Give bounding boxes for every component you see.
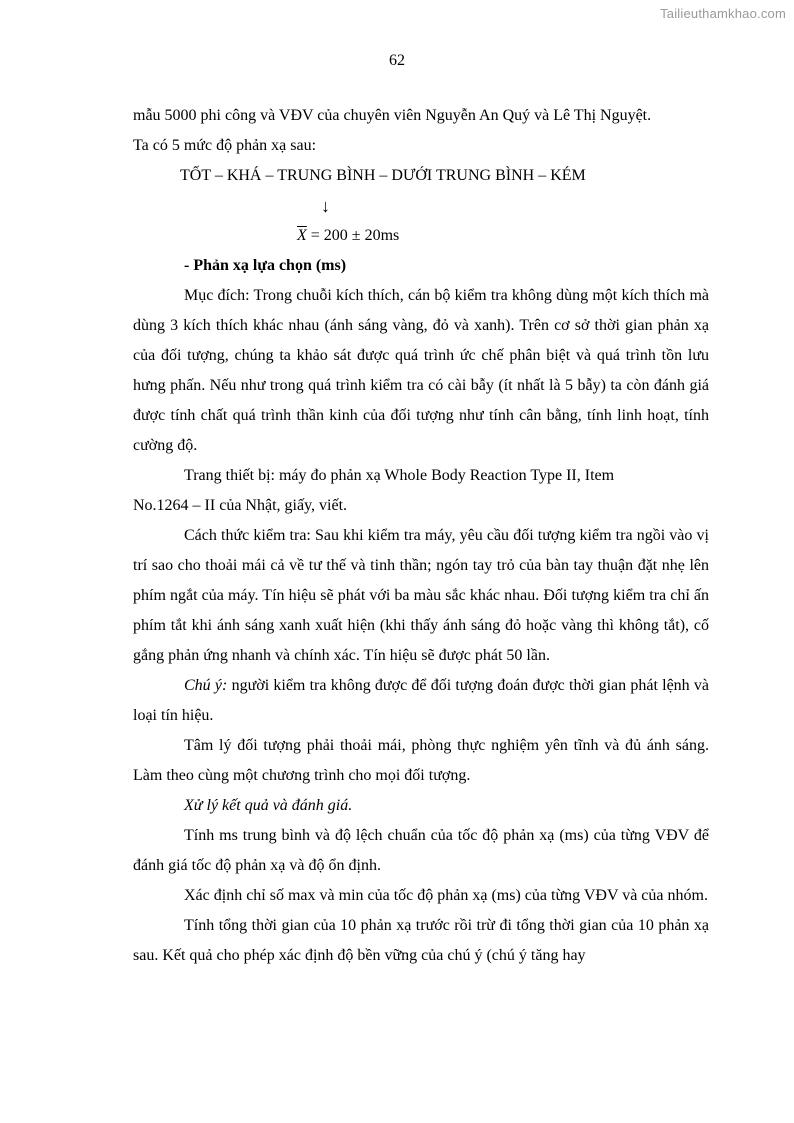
- mean-value: = 200 ± 20ms: [306, 227, 400, 244]
- paragraph-equipment-cont: No.1264 – II của Nhật, giấy, viết.: [133, 497, 348, 514]
- note-text: người kiểm tra không được để đối tượng đoán được thời gian phát lệnh và loại tín hiệu.: [133, 677, 710, 724]
- paragraph-purpose: Mục đích: Trong chuỗi kích thích, cán bộ kiểm tra không dùng một kích thích mà dùng 3 kích thích khác nhau (ánh sáng vàng, đỏ và xanh). Trên cơ sở thời gian phản xạ của đối tượng, chúng ta khảo sát được quá trình ức chế phân biệt và quá trình tồn lưu hưng phấn. Nếu như trong quá trình kiểm tra có cài bẫy (ít nhất là 5 bẫy) ta còn đánh giá được tính chất quá trình thần kinh của đối tượng như tính cân bằng, tính linh hoạt, tính cường độ.: [133, 287, 709, 454]
- paragraph-calc-maxmin: Xác định chỉ số max và min của tốc độ phản xạ (ms) của từng VĐV và của nhóm.: [184, 887, 708, 904]
- paragraph-calc-mean: Tính ms trung bình và độ lệch chuẩn của tốc độ phản xạ (ms) của từng VĐV để đánh giá tốc độ phản xạ và độ ổn định.: [133, 827, 709, 874]
- paragraph-note: [133, 671, 709, 731]
- mean-symbol: $\overline{X}$: [297, 227, 307, 244]
- subheading-processing: Xử lý kết quả và đánh giá.: [184, 797, 353, 814]
- reflex-levels: TỐT – KHÁ – TRUNG BÌNH – DƯỚI TRUNG BÌNH – KÉM: [180, 167, 586, 184]
- paragraph-calc-stability: Tính tổng thời gian của 10 phản xạ trước rồi trừ đi tổng thời gian của 10 phản xạ sau. Kết quả cho phép xác định độ bền vững của chú ý (chú ý tăng hay: [133, 917, 709, 964]
- down-arrow-icon: ↓: [321, 196, 330, 216]
- section-heading: - Phản xạ lựa chọn (ms): [184, 257, 347, 274]
- mean-formula: [133, 221, 709, 251]
- document-body: [133, 101, 709, 971]
- page-number: 62: [389, 52, 405, 69]
- paragraph-sample: mẫu 5000 phi công và VĐV của chuyên viên Nguyễn An Quý và Lê Thị Nguyệt.: [133, 107, 652, 124]
- paragraph-method: Cách thức kiểm tra: Sau khi kiểm tra máy, yêu cầu đối tượng kiểm tra ngồi vào vị trí sao cho thoải mái cả về tư thế và tinh thần; ngón tay trỏ của bàn tay thuận đặt nhẹ lên phím ngắt của máy. Tín hiệu sẽ phát với ba màu sắc khác nhau. Đối tượng kiểm tra chỉ ấn phím tắt khi ánh sáng xanh xuất hiện (khi thấy ánh sáng đỏ hoặc vàng thì không tắt), cố gắng phản ứng nhanh và chính xác. Tín hiệu sẽ được phát 50 lần.: [133, 527, 709, 664]
- paragraph-equipment: Trang thiết bị: máy đo phản xạ Whole Body Reaction Type II, Item: [184, 467, 615, 484]
- paragraph-levels-intro: Ta có 5 mức độ phản xạ sau:: [133, 137, 317, 154]
- note-label: Chú ý:: [184, 677, 228, 694]
- paragraph-psychology: Tâm lý đối tượng phải thoải mái, phòng thực nghiệm yên tĩnh và đủ ánh sáng. Làm theo cùng một chương trình cho mọi đối tượng.: [133, 737, 709, 784]
- watermark: Tailieuthamkhao.com: [660, 6, 786, 21]
